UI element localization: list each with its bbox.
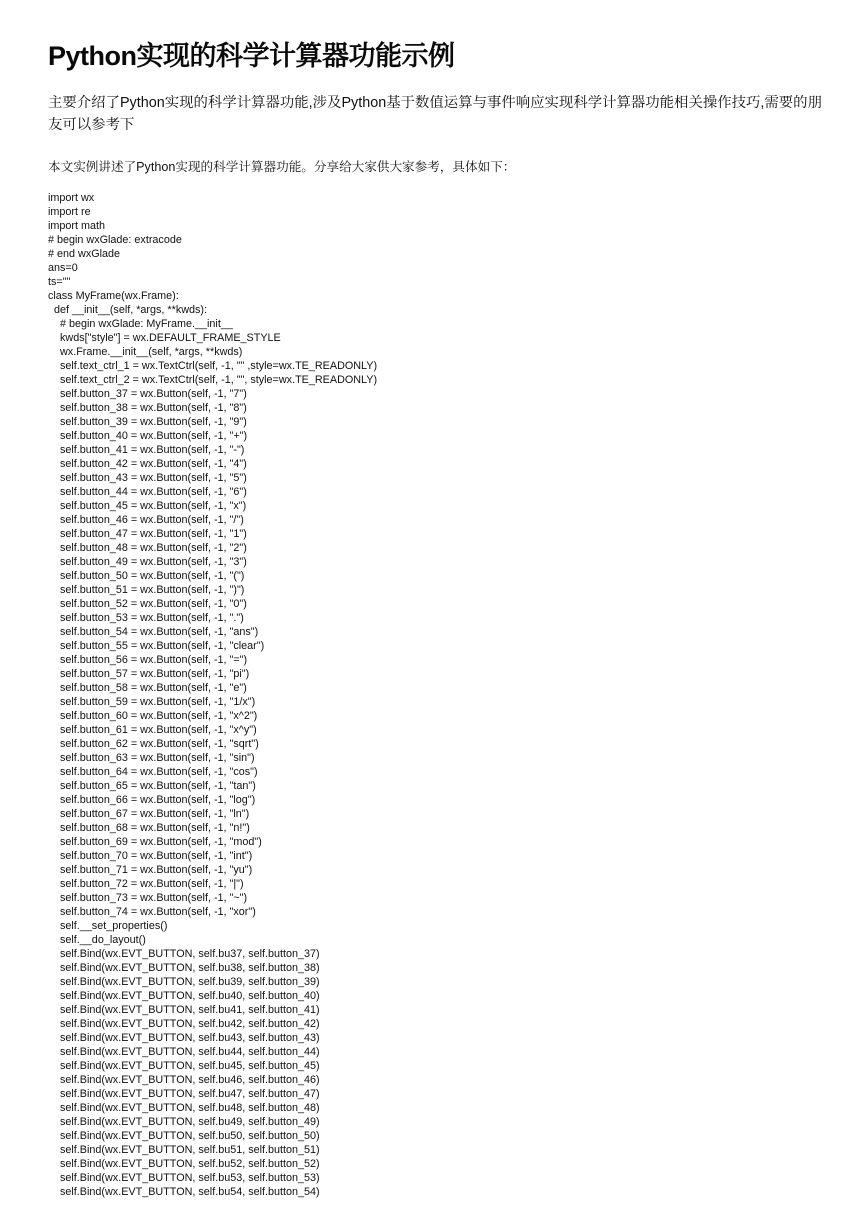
- code-line: self.Bind(wx.EVT_BUTTON, self.bu51, self.button_51): [48, 1144, 320, 1156]
- code-line: self.Bind(wx.EVT_BUTTON, self.bu40, self.button_40): [48, 990, 320, 1002]
- code-line: self.button_50 = wx.Button(self, -1, "("): [48, 570, 245, 582]
- code-block: [48, 191, 828, 1199]
- code-line: self.button_40 = wx.Button(self, -1, "+"): [48, 430, 248, 442]
- code-line: self.button_38 = wx.Button(self, -1, "8"): [48, 402, 247, 414]
- page-title: Python实现的科学计算器功能示例: [48, 41, 455, 71]
- code-line: self.button_63 = wx.Button(self, -1, "sin"): [48, 752, 255, 764]
- code-line: self.Bind(wx.EVT_BUTTON, self.bu37, self.button_37): [48, 948, 320, 960]
- code-line: # begin wxGlade: extracode: [48, 234, 182, 246]
- code-line: self.button_48 = wx.Button(self, -1, "2"): [48, 542, 247, 554]
- code-line: self.Bind(wx.EVT_BUTTON, self.bu53, self.button_53): [48, 1172, 320, 1184]
- code-line: self.Bind(wx.EVT_BUTTON, self.bu47, self.button_47): [48, 1088, 320, 1100]
- code-line: self.button_49 = wx.Button(self, -1, "3"): [48, 556, 247, 568]
- code-line: kwds["style"] = wx.DEFAULT_FRAME_STYLE: [48, 332, 281, 344]
- code-line: self.button_65 = wx.Button(self, -1, "tan"): [48, 780, 256, 792]
- code-line: self.button_45 = wx.Button(self, -1, "x"): [48, 500, 247, 512]
- code-line: # begin wxGlade: MyFrame.__init__: [48, 318, 233, 330]
- code-line: ans=0: [48, 262, 78, 274]
- code-line: self.button_37 = wx.Button(self, -1, "7"): [48, 388, 247, 400]
- code-line: self.button_70 = wx.Button(self, -1, "int"): [48, 850, 253, 862]
- code-line: def __init__(self, *args, **kwds):: [48, 304, 208, 316]
- code-line: self.button_41 = wx.Button(self, -1, "-"): [48, 444, 245, 456]
- code-line: self.button_74 = wx.Button(self, -1, "xor"): [48, 906, 256, 918]
- code-line: self.button_64 = wx.Button(self, -1, "cos"): [48, 766, 258, 778]
- code-line: self.__do_layout(): [48, 934, 146, 946]
- code-line: self.button_66 = wx.Button(self, -1, "log"): [48, 794, 256, 806]
- article-intro: 本文实例讲述了Python实现的科学计算器功能。分享给大家供大家参考，具体如下：: [48, 160, 516, 174]
- code-line: self.text_ctrl_2 = wx.TextCtrl(self, -1, "", style=wx.TE_READONLY): [48, 374, 378, 386]
- code-line: import re: [48, 206, 91, 218]
- code-line: self.Bind(wx.EVT_BUTTON, self.bu50, self.button_50): [48, 1130, 320, 1142]
- code-line: self.button_56 = wx.Button(self, -1, "="): [48, 654, 248, 666]
- code-line: self.button_52 = wx.Button(self, -1, "0"): [48, 598, 247, 610]
- code-line: self.Bind(wx.EVT_BUTTON, self.bu46, self.button_46): [48, 1074, 320, 1086]
- code-line: self.button_42 = wx.Button(self, -1, "4"): [48, 458, 247, 470]
- code-line: self.button_72 = wx.Button(self, -1, "|"): [48, 878, 244, 890]
- code-line: self.Bind(wx.EVT_BUTTON, self.bu41, self.button_41): [48, 1004, 320, 1016]
- code-line: self.Bind(wx.EVT_BUTTON, self.bu52, self.button_52): [48, 1158, 320, 1170]
- code-line: self.button_59 = wx.Button(self, -1, "1/x"): [48, 696, 256, 708]
- code-line: self.button_62 = wx.Button(self, -1, "sqrt"): [48, 738, 259, 750]
- code-line: self.button_73 = wx.Button(self, -1, "~"): [48, 892, 248, 904]
- code-line: self.button_68 = wx.Button(self, -1, "n!"): [48, 822, 250, 834]
- article-summary: 主要介绍了Python实现的科学计算器功能,涉及Python基于数值运算与事件响应实现科学计算器功能相关操作技巧,需要的朋友可以参考下: [48, 95, 822, 133]
- code-line: self.Bind(wx.EVT_BUTTON, self.bu48, self.button_48): [48, 1102, 320, 1114]
- code-line: import math: [48, 220, 105, 232]
- code-line: self.button_54 = wx.Button(self, -1, "ans"): [48, 626, 259, 638]
- code-line: self.__set_properties(): [48, 920, 168, 932]
- code-line: self.button_46 = wx.Button(self, -1, "/"): [48, 514, 244, 526]
- code-line: self.button_43 = wx.Button(self, -1, "5"): [48, 472, 247, 484]
- code-line: self.button_51 = wx.Button(self, -1, ")"): [48, 584, 245, 596]
- code-line: self.button_57 = wx.Button(self, -1, "pi"): [48, 668, 250, 680]
- code-line: self.button_69 = wx.Button(self, -1, "mod"): [48, 836, 262, 848]
- code-line: self.button_44 = wx.Button(self, -1, "6"): [48, 486, 247, 498]
- code-line: self.Bind(wx.EVT_BUTTON, self.bu42, self.button_42): [48, 1018, 320, 1030]
- code-line: self.button_53 = wx.Button(self, -1, "."): [48, 612, 244, 624]
- code-line: self.Bind(wx.EVT_BUTTON, self.bu49, self.button_49): [48, 1116, 320, 1128]
- code-line: self.Bind(wx.EVT_BUTTON, self.bu43, self.button_43): [48, 1032, 320, 1044]
- code-line: self.Bind(wx.EVT_BUTTON, self.bu54, self.button_54): [48, 1186, 320, 1198]
- code-line: self.button_39 = wx.Button(self, -1, "9"): [48, 416, 247, 428]
- code-line: self.Bind(wx.EVT_BUTTON, self.bu45, self.button_45): [48, 1060, 320, 1072]
- document-page: [48, 0, 828, 1199]
- code-line: wx.Frame.__init__(self, *args, **kwds): [48, 346, 243, 358]
- code-line: self.button_47 = wx.Button(self, -1, "1"): [48, 528, 247, 540]
- code-line: self.text_ctrl_1 = wx.TextCtrl(self, -1, "" ,style=wx.TE_READONLY): [48, 360, 378, 372]
- code-line: self.button_71 = wx.Button(self, -1, "yu"): [48, 864, 253, 876]
- code-line: self.button_61 = wx.Button(self, -1, "x^y"): [48, 724, 257, 736]
- code-line: # end wxGlade: [48, 248, 121, 260]
- code-line: self.button_55 = wx.Button(self, -1, "clear"): [48, 640, 265, 652]
- code-line: class MyFrame(wx.Frame):: [48, 290, 179, 302]
- code-line: self.Bind(wx.EVT_BUTTON, self.bu44, self.button_44): [48, 1046, 320, 1058]
- code-line: self.button_58 = wx.Button(self, -1, "e"): [48, 682, 247, 694]
- code-line: self.Bind(wx.EVT_BUTTON, self.bu38, self.button_38): [48, 962, 320, 974]
- code-line: import wx: [48, 192, 95, 204]
- code-line: ts="": [48, 276, 71, 288]
- code-line: self.button_60 = wx.Button(self, -1, "x^2"): [48, 710, 258, 722]
- code-line: self.button_67 = wx.Button(self, -1, "ln"): [48, 808, 250, 820]
- code-line: self.Bind(wx.EVT_BUTTON, self.bu39, self.button_39): [48, 976, 320, 988]
